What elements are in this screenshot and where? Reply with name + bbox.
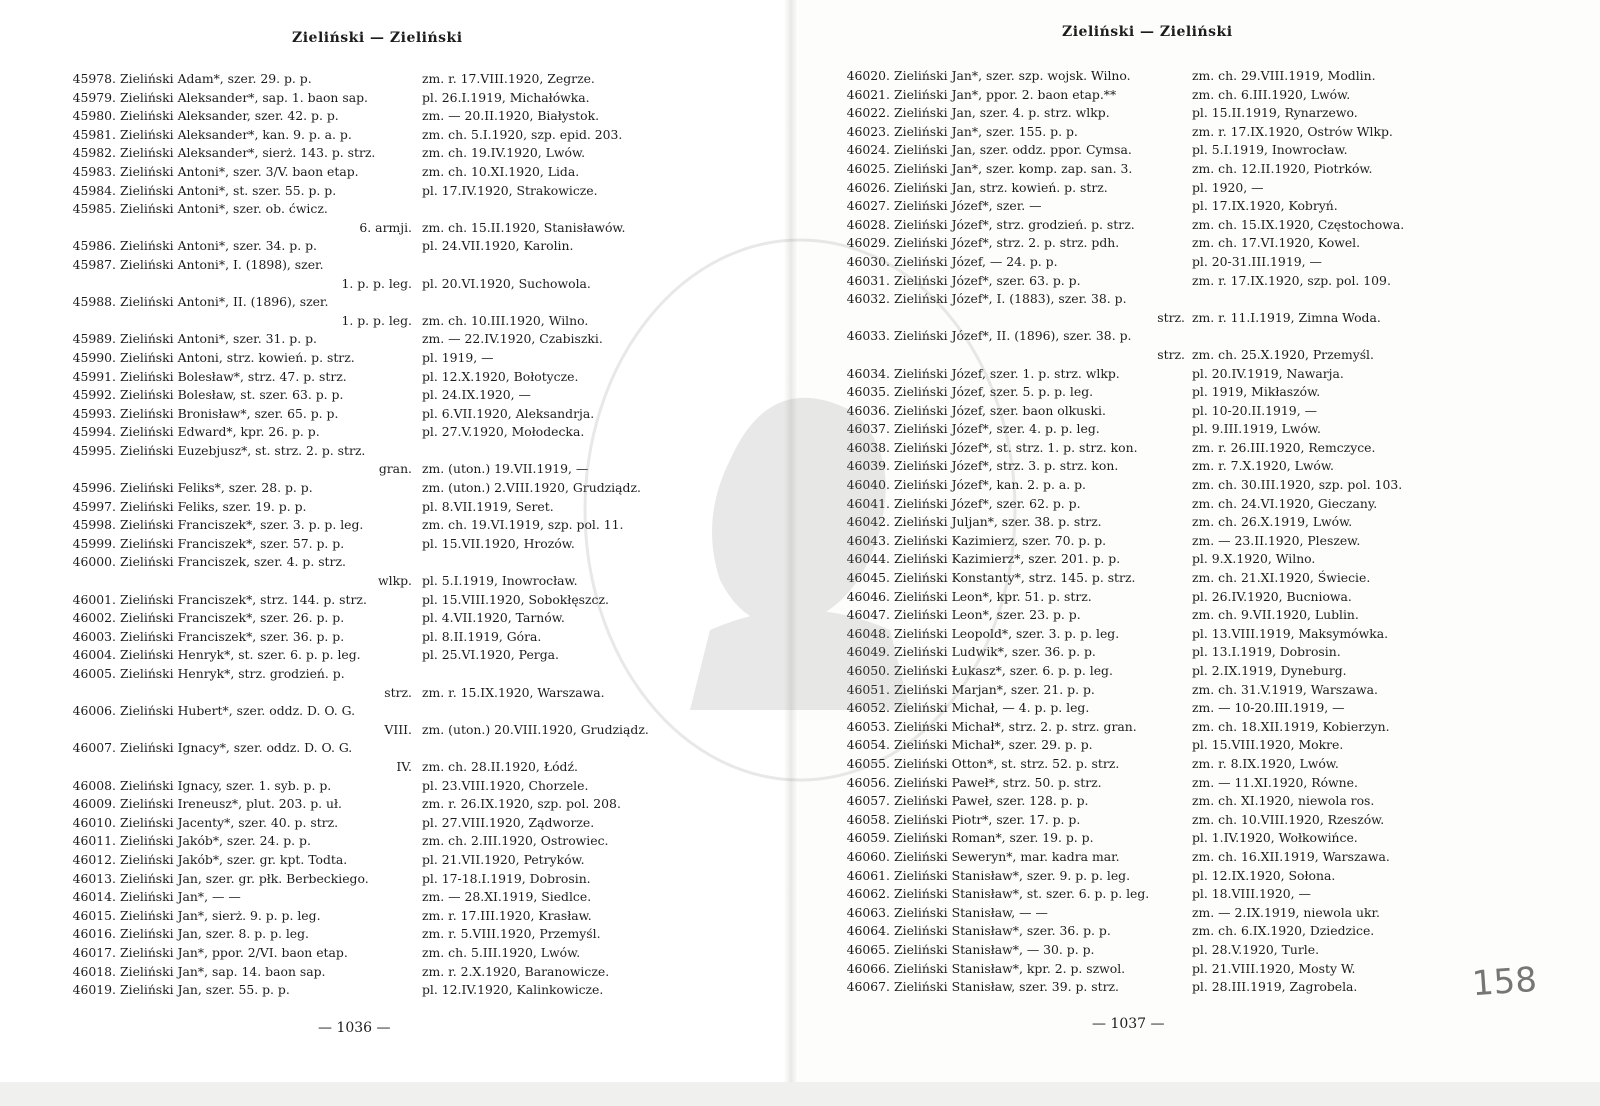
entry-description: Zieliński Jan, szer. 55. p. p.: [120, 982, 290, 998]
entry-fate: pl. 12.IX.1920, Sołona.: [1192, 867, 1336, 883]
entry-number: 45984.: [72, 182, 116, 198]
entry-fate: pl. 24.IX.1920, —: [422, 387, 531, 403]
entry-fate: pl. 1919, —: [422, 349, 494, 365]
entry-fate: zm. (uton.) 2.VIII.1920, Grudziądz.: [422, 480, 641, 496]
entry-fate: zm. ch. 6.III.1920, Lwów.: [1192, 86, 1351, 102]
entry-description: Zieliński Aleksander*, sierż. 143. p. strz.: [120, 145, 376, 161]
left-page: [0, 0, 790, 1106]
entry-number: 46006.: [72, 703, 116, 719]
entry-fate: pl. 6.VII.1920, Aleksandrja.: [422, 405, 595, 421]
entry-number: 46002.: [72, 610, 116, 626]
entry-number: 45999.: [72, 535, 116, 551]
entry-description: Zieliński Antoni*, II. (1896), szer.: [120, 294, 329, 310]
entry-number: 46030.: [846, 253, 890, 269]
entry-fate: zm. ch. 28.II.1920, Łódź.: [422, 758, 578, 774]
entry-description: Zieliński Hubert*, szer. oddz. D. O. G.: [120, 703, 356, 719]
entry-number: 46037.: [846, 421, 890, 437]
entry-fate: zm. — 22.IV.1920, Czabiszki.: [422, 331, 603, 347]
entry-continuation: wlkp.: [378, 573, 412, 589]
entry-number: 46031.: [846, 272, 890, 288]
entry-description: Zieliński Ignacy, szer. 1. syb. p. p.: [120, 777, 332, 793]
entry-description: Zieliński Antoni*, szer. 31. p. p.: [120, 331, 317, 347]
entry-fate: zm. r. 7.X.1920, Lwów.: [1192, 458, 1334, 474]
entry-number: 45978.: [72, 71, 116, 86]
entry-description: Zieliński Franciszek*, szer. 57. p. p.: [120, 535, 345, 551]
entry-fate: zm. — 28.XI.1919, Siedlce.: [422, 889, 592, 905]
entry-fate: pl. 8.II.1919, Góra.: [422, 628, 542, 644]
entry-number: 45990.: [72, 349, 116, 365]
entry-number: 46035.: [846, 384, 890, 400]
entry-description: Zieliński Józef*, II. (1896), szer. 38. p.: [894, 328, 1132, 344]
entry-description: Zieliński Kazimierz*, szer. 201. p. p.: [894, 551, 1121, 567]
entry-number: 46017.: [72, 944, 116, 960]
entry-number: 46064.: [846, 923, 890, 939]
entry-number: 46024.: [846, 142, 890, 158]
entry-number: 46050.: [846, 663, 890, 678]
entry-continuation: 6. armji.: [359, 219, 412, 235]
entry-description: Zieliński Stanisław*, kpr. 2. p. szwol.: [894, 960, 1126, 976]
entry-fate: zm. r. 17.VIII.1920, Zegrze.: [422, 71, 595, 86]
entry-description: Zieliński Antoni*, I. (1898), szer.: [120, 256, 324, 272]
entry-fate: zm. r. 2.X.1920, Baranowicze.: [422, 963, 610, 979]
entry-continuation: 1. p. p. leg.: [341, 275, 412, 291]
entry-description: Zieliński Jan, szer. 8. p. p. leg.: [120, 926, 309, 942]
entry-fate: pl. 2.IX.1919, Dyneburg.: [1192, 663, 1347, 678]
entry-fate: zm. ch. 19.VI.1919, szp. pol. 11.: [422, 517, 624, 533]
entry-fate: pl. 13.I.1919, Dobrosin.: [1192, 644, 1341, 660]
entry-number: 46065.: [846, 941, 890, 957]
entry-fate: zm. r. 17.IX.1920, szp. pol. 109.: [1192, 272, 1391, 288]
entry-fate: pl. 26.IV.1920, Bucniowa.: [1192, 588, 1352, 604]
entry-description: Zieliński Leopold*, szer. 3. p. p. leg.: [894, 625, 1120, 641]
entry-number: 45981.: [72, 126, 116, 142]
entry-fate: zm. ch. 2.III.1920, Ostrowiec.: [422, 833, 609, 849]
entry-description: Zieliński Józef*, I. (1883), szer. 38. p.: [894, 291, 1127, 307]
entry-fate: pl. 15.VIII.1920, Sobokłęszcz.: [422, 591, 609, 607]
entry-fate: pl. 15.VIII.1920, Mokre.: [1192, 737, 1344, 753]
entry-number: 45985.: [72, 201, 116, 217]
entry-description: Zieliński Józef, — 24. p. p.: [894, 253, 1058, 269]
entry-fate: zm. — 11.XI.1920, Równe.: [1192, 774, 1358, 790]
entry-number: 46025.: [846, 160, 890, 176]
entry-fate: zm. r. 15.IX.1920, Warszawa.: [422, 684, 605, 700]
entry-description: Zieliński Jan*, ppor. 2/VI. baon etap.: [120, 944, 348, 960]
entry-description: Zieliński Kazimierz, szer. 70. p. p.: [894, 532, 1107, 548]
entry-fate: zm. — 2.IX.1919, niewola ukr.: [1192, 904, 1380, 920]
entry-description: Zieliński Józef*, szer. 62. p. p.: [894, 495, 1081, 511]
entry-description: Zieliński Stanisław*, szer. 9. p. p. leg.: [894, 867, 1131, 883]
entry-fate: pl. 1.IV.1920, Wołkowińce.: [1192, 830, 1358, 846]
entry-number: 46060.: [846, 848, 890, 864]
entry-number: 46016.: [72, 926, 116, 942]
entry-number: 45988.: [72, 294, 116, 310]
entry-number: 46013.: [72, 870, 116, 886]
entry-fate: pl. 24.VII.1920, Karolin.: [422, 238, 574, 254]
entry-fate: zm. ch. XI.1920, niewola ros.: [1192, 793, 1375, 809]
entry-number: 46012.: [72, 851, 116, 867]
entry-number: 45992.: [72, 387, 116, 403]
entry-description: Zieliński Stanisław, — —: [894, 904, 1048, 920]
entry-number: 46023.: [846, 123, 890, 139]
entry-number: 46000.: [72, 554, 116, 570]
entry-fate: zm. ch. 16.XII.1919, Warszawa.: [1192, 848, 1390, 864]
entry-number: 46020.: [846, 68, 890, 83]
entry-number: 46048.: [846, 625, 890, 641]
entry-description: Zieliński Jan*, sap. 14. baon sap.: [120, 963, 326, 979]
entry-description: Zieliński Jan, szer. 4. p. strz. wlkp.: [894, 105, 1110, 121]
entry-fate: zm. ch. 15.IX.1920, Częstochowa.: [1192, 216, 1405, 232]
entry-description: Zieliński Stanisław, szer. 39. p. strz.: [894, 979, 1119, 995]
entry-description: Zieliński Franciszek*, szer. 26. p. p.: [120, 610, 345, 626]
entry-fate: pl. 28.V.1920, Turle.: [1192, 941, 1320, 957]
entry-description: Zieliński Józef*, strz. 3. p. strz. kon.: [894, 458, 1119, 474]
entry-number: 46055.: [846, 755, 890, 771]
entry-fate: zm. r. 17.III.1920, Krasław.: [422, 907, 592, 923]
entry-fate: zm. r. 8.IX.1920, Lwów.: [1192, 755, 1339, 771]
entry-number: 45994.: [72, 424, 116, 440]
entry-fate: pl. 5.I.1919, Inowrocław.: [422, 573, 578, 589]
entry-number: 46043.: [846, 532, 890, 548]
entry-number: 45983.: [72, 163, 116, 179]
entry-description: Zieliński Stanisław*, szer. 36. p. p.: [894, 923, 1111, 939]
entry-fate: pl. 28.III.1919, Zagrobela.: [1192, 979, 1358, 995]
entry-description: Zieliński Antoni*, szer. ob. ćwicz.: [120, 201, 328, 217]
entry-fate: zm. ch. 6.IX.1920, Dziedzice.: [1192, 923, 1375, 939]
entry-fate: pl. 9.III.1919, Lwów.: [1192, 421, 1321, 437]
entry-fate: pl. 13.VIII.1919, Maksymówka.: [1192, 625, 1389, 641]
entry-fate: pl. 18.VIII.1920, —: [1192, 886, 1311, 902]
entry-fate: zm. r. 17.IX.1920, Ostrów Wlkp.: [1192, 123, 1393, 139]
entry-number: 46062.: [846, 886, 890, 902]
entry-description: Zieliński Jan*, ppor. 2. baon etap.**: [894, 86, 1117, 102]
entry-fate: zm. — 23.II.1920, Pleszew.: [1192, 532, 1361, 548]
entry-fate: pl. 4.VII.1920, Tarnów.: [422, 610, 565, 626]
entry-number: 46027.: [846, 198, 890, 214]
entry-fate: zm. ch. 9.VII.1920, Lublin.: [1192, 607, 1359, 623]
entry-number: 45987.: [72, 256, 116, 272]
entry-number: 46045.: [846, 570, 890, 586]
entry-fate: pl. 17.IX.1920, Kobryń.: [1192, 198, 1338, 214]
entry-number: 46054.: [846, 737, 890, 753]
entry-description: Zieliński Józef*, strz. grodzień. p. strz.: [894, 216, 1135, 232]
entry-fate: zm. ch. 29.VIII.1919, Modlin.: [1192, 68, 1376, 83]
entry-number: 46034.: [846, 365, 890, 381]
entry-number: 45996.: [72, 480, 116, 496]
entry-description: Zieliński Józef*, szer. 4. p. p. leg.: [894, 421, 1100, 437]
entry-description: Zieliński Feliks*, szer. 28. p. p.: [120, 480, 313, 496]
entry-fate: zm. r. 11.I.1919, Zimna Woda.: [1192, 309, 1381, 325]
entry-fate: pl. 8.VII.1919, Seret.: [422, 498, 554, 514]
entry-number: 46026.: [846, 179, 890, 195]
entry-description: Zieliński Adam*, szer. 29. p. p.: [120, 71, 312, 86]
entry-fate: pl. 12.IV.1920, Kalinkowicze.: [422, 982, 604, 998]
entry-number: 46049.: [846, 644, 890, 660]
entry-fate: zm. ch. 10.XI.1920, Lida.: [422, 163, 580, 179]
entry-number: 45995.: [72, 442, 116, 458]
entry-fate: zm. ch. 25.X.1920, Przemyśl.: [1192, 346, 1374, 362]
entry-fate: zm. ch. 21.XI.1920, Świecie.: [1192, 570, 1371, 586]
entry-number: 46008.: [72, 777, 116, 793]
entry-number: 46005.: [72, 666, 116, 681]
entry-number: 46051.: [846, 681, 890, 697]
entry-number: 45998.: [72, 517, 116, 533]
entry-description: Zieliński Józef*, szer. —: [894, 198, 1042, 214]
handwritten-note: 158: [1470, 959, 1539, 1005]
entry-number: 46041.: [846, 495, 890, 511]
entry-continuation: gran.: [378, 461, 412, 477]
entry-description: Zieliński Franciszek*, strz. 144. p. strz.: [120, 591, 367, 607]
entry-number: 45986.: [72, 238, 116, 254]
entry-fate: zm. ch. 15.II.1920, Stanisławów.: [422, 219, 626, 235]
page-header: Zieliński — Zieliński: [292, 30, 463, 46]
entry-description: Zieliński Jakób*, szer. gr. kpt. Todta.: [120, 851, 348, 867]
entry-description: Zieliński Ludwik*, szer. 36. p. p.: [894, 644, 1096, 660]
entry-description: Zieliński Józef*, kan. 2. p. a. p.: [894, 477, 1086, 493]
entry-fate: pl. 20.VI.1920, Suchowola.: [422, 275, 591, 291]
entry-description: Zieliński Paweł*, strz. 50. p. strz.: [894, 774, 1102, 790]
entry-description: Zieliński Jan, strz. kowień. p. strz.: [894, 179, 1108, 195]
entry-number: 46053.: [846, 718, 890, 734]
entry-description: Zieliński Paweł, szer. 128. p. p.: [894, 793, 1089, 809]
entry-description: Zieliński Leon*, kpr. 51. p. strz.: [894, 588, 1092, 604]
entry-number: 46066.: [846, 960, 890, 976]
entry-description: Zieliński Antoni*, szer. 34. p. p.: [120, 238, 317, 254]
entry-number: 46007.: [72, 740, 116, 756]
entry-fate: zm. (uton.) 19.VII.1919, —: [422, 461, 589, 477]
entry-description: Zieliński Jakób*, szer. 24. p. p.: [120, 833, 311, 849]
entry-description: Zieliński Jan, szer. oddz. ppor. Cymsa.: [894, 142, 1132, 158]
entry-number: 46039.: [846, 458, 890, 474]
entry-description: Zieliński Ireneusz*, plut. 203. p. uł.: [120, 796, 342, 812]
entry-number: 45982.: [72, 145, 116, 161]
entry-fate: pl. 5.I.1919, Inowrocław.: [1192, 142, 1348, 158]
entry-number: 46022.: [846, 105, 890, 121]
entry-number: 45980.: [72, 108, 116, 124]
entry-fate: pl. 9.X.1920, Wilno.: [1192, 551, 1316, 567]
entry-continuation: strz.: [1157, 309, 1185, 325]
entry-description: Zieliński Franciszek, szer. 4. p. strz.: [120, 554, 346, 570]
entry-fate: zm. ch. 12.II.1920, Piotrków.: [1192, 160, 1373, 176]
entry-number: 45989.: [72, 331, 116, 347]
entry-fate: zm. ch. 17.VI.1920, Kowel.: [1192, 235, 1361, 251]
entry-number: 46019.: [72, 982, 116, 998]
entry-fate: pl. 26.I.1919, Michałówka.: [422, 89, 590, 105]
entry-fate: zm. — 10-20.III.1919, —: [1192, 700, 1345, 716]
entry-description: Zieliński Franciszek*, szer. 3. p. p. leg.: [120, 517, 364, 533]
entry-number: 46015.: [72, 907, 116, 923]
entry-number: 46044.: [846, 551, 890, 567]
entry-continuation: VIII.: [384, 721, 412, 737]
entry-number: 46067.: [846, 979, 890, 995]
entry-number: 46021.: [846, 86, 890, 102]
entry-number: 45979.: [72, 89, 116, 105]
entry-number: 46061.: [846, 867, 890, 883]
entry-number: 46047.: [846, 607, 890, 623]
entry-description: Zieliński Jan*, — —: [120, 889, 241, 905]
entry-description: Zieliński Bronisław*, szer. 65. p. p.: [120, 405, 339, 421]
entry-description: Zieliński Józef, szer. 5. p. p. leg.: [894, 384, 1094, 400]
entry-number: 46063.: [846, 904, 890, 920]
entry-description: Zieliński Stanisław*, — 30. p. p.: [894, 941, 1095, 957]
entry-description: Zieliński Otton*, st. strz. 52. p. strz.: [894, 755, 1120, 771]
entry-fate: pl. 27.V.1920, Mołodecka.: [422, 424, 585, 440]
entry-description: Zieliński Feliks, szer. 19. p. p.: [120, 498, 307, 514]
entry-description: Zieliński Antoni, strz. kowień. p. strz.: [120, 349, 355, 365]
entry-description: Zieliński Konstanty*, strz. 145. p. strz.: [894, 570, 1136, 586]
entry-number: 46056.: [846, 774, 890, 790]
entry-fate: zm. ch. 26.X.1919, Lwów.: [1192, 514, 1353, 530]
entry-fate: pl. 17.IV.1920, Strakowicze.: [422, 182, 598, 198]
entry-number: 45991.: [72, 368, 116, 384]
entry-continuation: 1. p. p. leg.: [341, 312, 412, 328]
entry-description: Zieliński Michał, — 4. p. p. leg.: [894, 700, 1090, 716]
entry-number: 46036.: [846, 402, 890, 418]
entry-fate: zm. ch. 10.VIII.1920, Rzeszów.: [1192, 811, 1385, 827]
entry-fate: pl. 1919, Mikłaszów.: [1192, 384, 1321, 400]
entry-fate: zm. ch. 30.III.1920, szp. pol. 103.: [1192, 477, 1403, 493]
entry-fate: pl. 20-31.III.1919, —: [1192, 253, 1322, 269]
entry-fate: zm. r. 5.VIII.1920, Przemyśl.: [422, 926, 601, 942]
entry-number: 46003.: [72, 628, 116, 644]
entry-description: Zieliński Józef*, st. strz. 1. p. strz. kon.: [894, 439, 1138, 455]
entry-fate: pl. 20.IV.1919, Nawarja.: [1192, 365, 1344, 381]
entry-fate: pl. 15.II.1919, Rynarzewo.: [1192, 105, 1358, 121]
entry-fate: pl. 21.VII.1920, Petryków.: [422, 851, 585, 867]
entry-description: Zieliński Seweryn*, mar. kadra mar.: [894, 848, 1120, 864]
entry-number: 46004.: [72, 647, 116, 663]
entry-description: Zieliński Stanisław*, st. szer. 6. p. p. leg.: [894, 886, 1150, 902]
entry-number: 46033.: [846, 328, 890, 344]
entry-number: 46009.: [72, 796, 116, 812]
entry-fate: zm. ch. 18.XII.1919, Kobierzyn.: [1192, 718, 1390, 734]
entry-number: 46058.: [846, 811, 890, 827]
entry-description: Zieliński Edward*, kpr. 26. p. p.: [120, 424, 320, 440]
entry-number: 46001.: [72, 591, 116, 607]
entry-fate: pl. 12.X.1920, Bołotycze.: [422, 368, 579, 384]
entry-description: Zieliński Józef, szer. baon olkuski.: [894, 402, 1106, 418]
entry-description: Zieliński Aleksander, szer. 42. p. p.: [120, 108, 339, 124]
entry-fate: pl. 25.VI.1920, Perga.: [422, 647, 559, 663]
entry-number: 46038.: [846, 439, 890, 455]
entry-fate: pl. 15.VII.1920, Hrozów.: [422, 535, 575, 551]
entry-description: Zieliński Aleksander*, sap. 1. baon sap.: [120, 89, 368, 105]
entry-fate: zm. — 20.II.1920, Białystok.: [422, 108, 600, 124]
entry-fate: pl. 23.VIII.1920, Chorzele.: [422, 777, 589, 793]
entry-number: 45997.: [72, 498, 116, 514]
page-number: — 1037 —: [1092, 1016, 1165, 1032]
entry-description: Zieliński Jan*, sierż. 9. p. p. leg.: [120, 907, 321, 923]
right-page: [790, 0, 1600, 1106]
entry-description: Zieliński Ignacy*, szer. oddz. D. O. G.: [120, 740, 353, 756]
book-gutter: [784, 0, 798, 1106]
entry-description: Zieliński Łukasz*, szer. 6. p. p. leg.: [894, 663, 1113, 678]
entry-description: Zieliński Franciszek*, szer. 36. p. p.: [120, 628, 345, 644]
entry-description: Zieliński Michał*, strz. 2. p. strz. gran.: [894, 718, 1137, 734]
entry-number: 46011.: [72, 833, 116, 849]
entry-number: 46052.: [846, 700, 890, 716]
entry-description: Zieliński Bolesław, st. szer. 63. p. p.: [120, 387, 344, 403]
entry-number: 45993.: [72, 405, 116, 421]
entry-continuation: strz.: [1157, 346, 1185, 362]
entry-continuation: strz.: [384, 684, 412, 700]
entry-description: Zieliński Antoni*, szer. 3/V. baon etap.: [120, 163, 359, 179]
entry-fate: zm. ch. 5.I.1920, szp. epid. 203.: [422, 126, 623, 142]
entry-description: Zieliński Henryk*, st. szer. 6. p. p. leg.: [120, 647, 361, 663]
entry-fate: pl. 27.VIII.1920, Ządworze.: [422, 814, 595, 830]
entry-fate: zm. ch. 5.III.1920, Lwów.: [422, 944, 581, 960]
entry-fate: zm. r. 26.IX.1920, szp. pol. 208.: [422, 796, 621, 812]
entry-description: Zieliński Leon*, szer. 23. p. p.: [894, 607, 1081, 623]
entry-description: Zieliński Bolesław*, strz. 47. p. strz.: [120, 368, 347, 384]
entry-description: Zieliński Józef*, strz. 2. p. strz. pdh.: [894, 235, 1120, 251]
entry-fate: zm. ch. 19.IV.1920, Lwów.: [422, 145, 586, 161]
entry-fate: zm. ch. 31.V.1919, Warszawa.: [1192, 681, 1378, 697]
entry-number: 46014.: [72, 889, 116, 905]
entry-description: Zieliński Jan*, szer. szp. wojsk. Wilno.: [894, 68, 1131, 83]
entry-number: 46057.: [846, 793, 890, 809]
scan-bottom-edge: [0, 1082, 1600, 1106]
entry-description: Zieliński Euzebjusz*, st. strz. 2. p. strz.: [120, 442, 366, 458]
entry-number: 46028.: [846, 216, 890, 232]
entry-number: 46040.: [846, 477, 890, 493]
entry-description: Zieliński Jacenty*, szer. 40. p. strz.: [120, 814, 339, 830]
entry-description: Zieliński Henryk*, strz. grodzień. p.: [120, 666, 345, 681]
entry-description: Zieliński Antoni*, st. szer. 55. p. p.: [120, 182, 337, 198]
entry-description: Zieliński Juljan*, szer. 38. p. strz.: [894, 514, 1102, 530]
entry-number: 46059.: [846, 830, 890, 846]
entry-number: 46018.: [72, 963, 116, 979]
entry-number: 46046.: [846, 588, 890, 604]
entry-fate: pl. 21.VIII.1920, Mosty W.: [1192, 960, 1356, 976]
entry-number: 46029.: [846, 235, 890, 251]
entry-description: Zieliński Józef, szer. 1. p. strz. wlkp.: [894, 365, 1120, 381]
page-header: Zieliński — Zieliński: [1062, 24, 1233, 40]
entry-fate: pl. 17-18.I.1919, Dobrosin.: [422, 870, 591, 886]
entry-description: Zieliński Józef*, szer. 63. p. p.: [894, 272, 1081, 288]
entry-description: Zieliński Jan, szer. gr. płk. Berbeckiego.: [120, 870, 369, 886]
entry-number: 46032.: [846, 291, 890, 307]
entry-description: Zieliński Jan*, szer. 155. p. p.: [894, 123, 1078, 139]
entry-continuation: IV.: [396, 758, 412, 774]
entry-description: Zieliński Marjan*, szer. 21. p. p.: [894, 681, 1095, 697]
entry-description: Zieliński Piotr*, szer. 17. p. p.: [894, 811, 1081, 827]
entry-description: Zieliński Roman*, szer. 19. p. p.: [894, 830, 1094, 846]
entry-description: Zieliński Aleksander*, kan. 9. p. a. p.: [120, 126, 352, 142]
entry-fate: zm. ch. 24.VI.1920, Gieczany.: [1192, 495, 1378, 511]
entry-fate: zm. (uton.) 20.VIII.1920, Grudziądz.: [422, 721, 649, 737]
entry-description: Zieliński Michał*, szer. 29. p. p.: [894, 737, 1093, 753]
entry-fate: pl. 10-20.II.1919, —: [1192, 402, 1317, 418]
page-number: — 1036 —: [318, 1020, 391, 1036]
entry-description: Zieliński Jan*, szer. komp. zap. san. 3.: [894, 160, 1133, 176]
entry-fate: zm. r. 26.III.1920, Remczyce.: [1192, 439, 1376, 455]
entry-fate: pl. 1920, —: [1192, 179, 1264, 195]
entry-number: 46042.: [846, 514, 890, 530]
entry-number: 46010.: [72, 814, 116, 830]
entry-fate: zm. ch. 10.III.1920, Wilno.: [422, 312, 589, 328]
